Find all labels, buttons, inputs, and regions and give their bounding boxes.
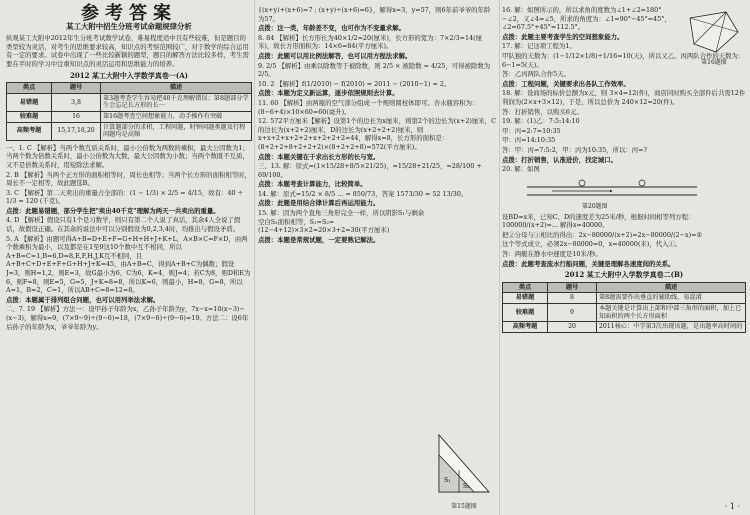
answer-note: 点拨：本题考查计算能力，比较简单。	[258, 180, 367, 189]
answer-note: 点拨：本题是常规试题，一定要熟记解法。	[258, 235, 380, 244]
answer-item: {(x+y)+(x+6)=7 ; (x+y)÷(x+6)=6}，解得x=3，y=57，则6年前爷爷的年龄为57。	[258, 6, 491, 23]
polygon-figure-icon	[686, 8, 742, 56]
answer-item: 答：乙丙两队合作5天。	[502, 70, 570, 79]
page-number: · 1 ·	[724, 502, 740, 511]
figure-16: 第16题图	[686, 8, 742, 68]
analysis-table-1	[6, 82, 252, 141]
triangle-figure-icon	[434, 430, 494, 500]
table-header: 描述	[101, 83, 252, 94]
answer-item: 二、7. 19 【解析】方法一：设甲孙子年龄为x，乙孙子年龄为y，7x−x=10(x−3)−(x−3)，解得x=9，(7×9−9)÷(9−6)=18，(7×9−6)÷(9−6)=19。方法二：设6年后孙子的年龄为x，爷爷年龄为y。	[6, 305, 249, 331]
table-row: 易错题 8 第8题需要作出垂直的辅助线，易混淆	[503, 293, 746, 304]
answer-note: 点拨：本题关键在于求出长方形的长与宽。	[258, 152, 380, 161]
page-title: 参考答案	[81, 3, 177, 24]
table-header: 类点	[7, 83, 52, 94]
answer-note: 点拨：此题主要考查学生的空间想象能力。	[502, 32, 624, 41]
answer-item: 把②分母与①相比的得出：2x−80000/(x+2)=2x−80000/(2−x)=②	[502, 230, 703, 239]
table-row: 较难题 9 本题关键是计算出上部和中部三角形的面积，加上已知面积的两个长方形面积	[503, 304, 746, 322]
answer-note: 点拨：此题考查流水行船问题，关键是理解各速度间的关系。	[502, 259, 675, 268]
answer-item: 这个等式成立，必须2x−80000=0，x=40000(米)，代入①。	[502, 240, 682, 249]
column-1	[6, 0, 252, 515]
answer-note: 点拨：此题可以用比例法解答，也可以用方程法求解。	[258, 51, 412, 60]
answer-item: 2. B 【解析】当两个正方形的面积相等时，周长也相等；当两个长方形的面积相等时，周长不一定相等，故此题选B。	[6, 170, 251, 188]
column-2	[258, 0, 496, 515]
answer-item: 19. 解：(1)乙：7:5:14:10	[502, 117, 580, 126]
answer-item: 4. D 【解析】假设只有1个是习数学，则只有第二个人说了真话，其余4人全说了假话，故假设正确。在其余的说法中可以分别假设为0,2,3,4时，均推出与假设矛盾。	[6, 216, 241, 234]
answer-item: 答：两艇在静水中速度是10米/秒。	[502, 250, 602, 259]
answer-item: 16. 解：如图所示的，所以求角的度数为∠1+∠2=180°−∠2，又∠4=∠5，所求的角度为：∠1=90°−45°=45°，∠2=67.5°+45°=112.5°。	[502, 6, 671, 32]
svg-text:S₂: S₂	[463, 483, 470, 490]
table-row: 高频考题 20 2011核心：中学第3次出现该题，是出题率高时间的	[503, 322, 746, 333]
answer-item: 答：打折销售，以购买6元。	[502, 107, 583, 116]
answer-item: 20. 解：如图	[502, 165, 540, 174]
table-row: 易错题 3,8 第3题考查学生容易把40千克理解错误；第8题部分学生会忘记长方形的长一	[7, 93, 252, 111]
answer-item: 甲：丙=2:7=10:35	[502, 126, 561, 135]
answer-item: 9. 2/5 【解析】由乘以除数等于被除数，则 2/5 × 被除数 = 4/25，可得被除数为 2/5。	[258, 61, 491, 79]
column-divider	[499, 0, 500, 515]
answer-item: 甲：丙=14:10:35	[502, 136, 556, 145]
answer-note: 点拨：本题为定义新运算，逐步依照规则去计算。	[258, 89, 399, 98]
answer-note: 点拨：这一类，年龄差不变，也可作为不变量求解。	[258, 24, 405, 33]
svg-text:S₁: S₁	[444, 477, 451, 484]
table-header: 类点	[503, 282, 548, 293]
answer-item: 17. 解：记这项工程为1。	[502, 42, 576, 51]
answer-item: 10. 2 【解析】f(1/2010) − f(2010) = 2011 − (2010−1) = 2。	[258, 79, 451, 88]
table-header: 描述	[597, 282, 746, 293]
answer-item: 14. 解：原式=15/2 × 8/5 ... = 850/73，答案 1573/30 = 52 13/30。	[258, 189, 468, 198]
table-row: 较难题 16 第16题考查空间想象能力，动手操作有突破	[7, 111, 252, 122]
answer-item: 5. A 【解析】由题可得A+B=D+E+F=G+H+H+J+K+L，A×B×C=F×D，由两个数乘积为最小，以及都是在1至9这10个数中互不相同，所以A+B=C=1,B=6,D=8,E,F,H,J,K互不相同，且A+B+C+D+E+F+G+H+J+K=45，由A+B=C，得到A+B+C为偶数；假设J=3，则H=1,2，则E=3，故G最小为6，C为6，K=4，则J=4；若C为8，则D和E为6，则F=8，则E=5，G=5，J+K=8=8，所以K=6，则最小，H=8，G=8，所以A=1，B=2，C=1，所以AB+C=8=12=8。	[6, 234, 251, 295]
column-divider	[254, 0, 255, 515]
answer-item: 3. C 【解析】第二天卖出的重量占全部的：(1 − 1/3) × 2/5 = 4/15，故有：40 ÷ 1/3 = 120 (千克)。	[6, 188, 243, 206]
column-3	[502, 0, 746, 515]
answer-item: 12. 572平方厘米【解析】设第1个的边长为x厘米，则第2个的边长为(x+2)厘米，C的边长为(x+2+2)厘米，D的边长为(x+2+2+2)厘米，则x+x+2+x+2+2+x+2+2+2=44，解得x=8，长方形的面积是：(8+2+2+8+2+2+2)×(8+2+2+8)=572(平方厘米)。	[258, 117, 496, 151]
answer-item: 甲队独的天数为：(1−1/12×1/8)÷1/16=10(天)，所以又乙、丙两队合作的天数为：6−1=5(天)。	[502, 51, 745, 69]
intro-paragraph: 纵观某工大附中2012年生分班考试数学试卷，难易程度适中且有些较难，但是题目的类型较为灵活，对考生的思维要求较高，知识点的考察范围较广，对于数学的综合运用有一定的要求。试卷中出现了一些比较新颖的题型，题目的解答方法比较多样，考生需要在平时的学习中注重知识点的灵活运用和思维能力的培养。	[6, 34, 249, 68]
table-row: 高频考题 15,17,18,20 计算题部分的求积，工程问题，时钟问题类题及行程问题均是高频	[7, 122, 252, 140]
answer-item: 答：甲：丙=7:5:2，甲：丙为10:35，所以：丙=?	[502, 145, 647, 154]
answer-note: 点拨：打折销售，认准进价，找定城口。	[502, 155, 618, 164]
figure-20: 第20题图	[502, 175, 746, 213]
answer-item: 8. 84 【解析】长方形长为40×1/2=20(厘米)，长方形的宽为：7×2/3=14(厘米)，故长方形面积为：14×6=84(平方厘米)。	[258, 33, 483, 51]
answer-note: 点拨：此题易错题，部分学生把"卖出40千克"理解为两天一共卖出的重量。	[6, 206, 220, 215]
analysis-table-2	[502, 282, 746, 333]
table-header: 题号	[548, 282, 597, 293]
answer-item: 15. 解：因为两个直角三角形完全一样，所以阴影S₁与剩余空白S₂面积相等，S₁=S₂=(12−4+12)×3×2=20×3+2=30(平方厘米)	[258, 209, 425, 235]
table-header: 题号	[52, 83, 101, 94]
answer-item: 设BD=x米，已知C、D的速度差为25米/秒，根据时间相等列方程：100000/(x+2)=... 解得x=40000。	[502, 212, 695, 230]
answer-item: 11. 60 【解析】由两瓶的空气部分组成一个规则圆柱体即可。杏水瓶容积为：(8−6+4)×10×60=60(毫升)。	[258, 98, 479, 116]
river-diagram-icon	[522, 175, 702, 205]
answer-note: 点拨：工程问题，关键要求出各队工作效率。	[502, 79, 630, 88]
answer-item: 一、1. C 【解析】当两个数互质关系时，最小公倍数为两数的乘积，最大公因数为1；当两个数为倍数关系时，最小公倍数为大数，最大公因数为小数；当两个数既不互质，又不是倍数关系时，用短除法求解。	[6, 143, 249, 169]
answer-item: 三、13. 解：原式=(1×15/28+8/5×21/25)，=15/28+21/25，=28/100 + 69/100。	[258, 162, 482, 179]
table1-title: 2012 某工大附中入学数学真卷一(A)	[70, 70, 188, 80]
answer-note: 点拨：本题属于排列组合问题，也可以用列举法求解。	[6, 295, 160, 304]
page-subtitle: 某工大附中招生分班考试命题规律分析	[66, 21, 192, 31]
table2-title: 2012 某工大附中入学数学真卷二(B)	[564, 270, 684, 280]
answer-item: 18. 解：设商场的标价总额为x元，则 3×4=12(件)，商店同时购买全部件后共需12件利润为(2×x+3×12)，于是，所以总价为 240×12=20(件)。	[502, 89, 746, 106]
figure-15: S₁ S₂ 第15题图	[434, 430, 494, 510]
answer-note: 点拨：此题是用结合律计算后再运用能力。	[258, 199, 380, 208]
